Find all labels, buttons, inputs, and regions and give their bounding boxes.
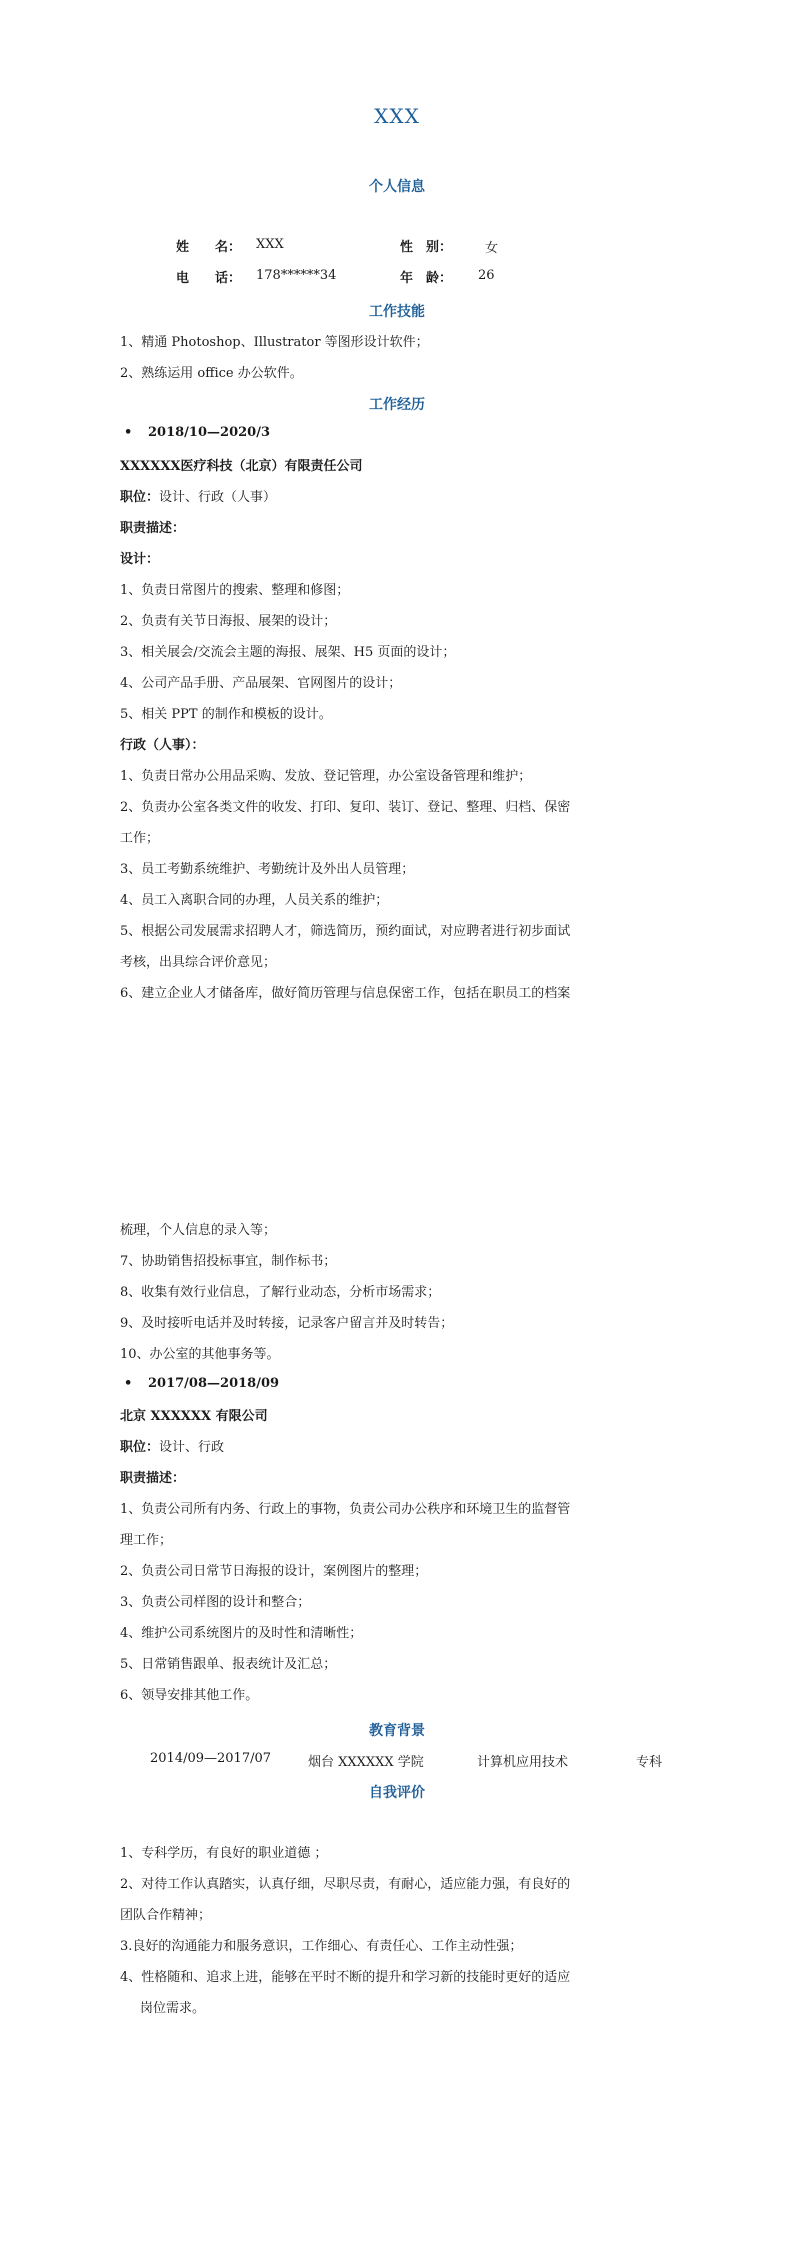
admin-item: 6、建立企业人才储备库，做好简历管理与信息保密工作，包括在职员工的档案 [120,986,571,1001]
admin-item: 3、员工考勤系统维护、考勤统计及外出人员管理； [120,862,415,877]
admin-item: 10、办公室的其他事务等。 [120,1347,280,1362]
job1-duties-label: 职责描述： [120,521,186,536]
admin-item: 7、协助销售招投标事宜，制作标书； [120,1254,337,1269]
skill-item: 1、精通 Photoshop、Illustrator 等图形设计软件； [120,335,429,350]
self-eval-item: 岗位需求。 [140,2001,206,2016]
job1-company: XXXXXX医疗科技（北京）有限责任公司 [120,459,363,474]
job2-item: 1、负责公司所有内务、行政上的事物，负责公司办公秩序和环境卫生的监督管 [120,1502,571,1517]
section-work-experience: 工作经历 [369,397,425,413]
self-eval-item: 4、性格随和、追求上进，能够在平时不断的提升和学习新的技能时更好的适应 [120,1970,571,1985]
skill-item: 2、熟练运用 office 办公软件。 [120,366,303,381]
position-value: 设计、行政 [159,1440,225,1455]
job2-item: 理工作； [120,1533,173,1548]
admin-item: 5、根据公司发展需求招聘人才，筛选简历，预约面试，对应聘者进行初步面试 [120,924,571,939]
admin-item: 1、负责日常办公用品采购、发放、登记管理，办公室设备管理和维护； [120,769,532,784]
job2-item: 3、负责公司样图的设计和整合； [120,1595,311,1610]
resume-title: XXX [374,104,420,128]
name-value: XXX [256,237,284,252]
education-degree: 专科 [636,1755,663,1770]
self-eval-item: 2、对待工作认真踏实，认真仔细，尽职尽责，有耐心，适应能力强，有良好的 [120,1877,571,1892]
bullet-icon: • [124,425,133,440]
age-value: 26 [478,268,495,283]
admin-item: 考核，出具综合评价意见； [120,955,277,970]
design-item: 1、负责日常图片的搜索、整理和修图； [120,583,350,598]
job2-item: 2、负责公司日常节日海报的设计，案例图片的整理； [120,1564,428,1579]
self-eval-item: 团队合作精神； [120,1908,212,1923]
name-label: 姓 名： [176,240,242,255]
section-self-evaluation: 自我评价 [369,1785,425,1801]
gender-value: 女 [485,241,499,256]
admin-item: 9、及时接听电话并及时转接，记录客户留言并及时转告； [120,1316,454,1331]
job2-duties-label: 职责描述： [120,1471,186,1486]
section-personal-info: 个人信息 [369,179,425,195]
job2-item: 4、维护公司系统图片的及时性和清晰性； [120,1626,363,1641]
education-school: 烟台 XXXXXX 学院 [308,1755,424,1770]
job2-company: 北京 XXXXXX 有限公司 [120,1409,268,1424]
position-label: 职位： [120,490,160,505]
job2-position [120,1438,224,1458]
gender-label: 性 别： [400,240,453,255]
admin-item: 梳理，个人信息的录入等； [120,1223,277,1238]
age-label: 年 龄： [400,271,453,286]
design-item: 5、相关 PPT 的制作和模板的设计。 [120,707,332,722]
education-major: 计算机应用技术 [477,1755,569,1770]
job2-period: 2017/08—2018/09 [148,1376,280,1391]
education-period: 2014/09—2017/07 [150,1751,272,1766]
job2-item: 6、领导安排其他工作。 [120,1688,259,1703]
admin-item: 2、负责办公室各类文件的收发、打印、复印、装订、登记、整理、归档、保密 [120,800,571,815]
job1-admin-label: 行政（人事）： [120,738,205,753]
job1-period: 2018/10—2020/3 [148,425,270,440]
admin-item: 4、员工入离职合同的办理，人员关系的维护； [120,893,389,908]
design-item: 4、公司产品手册、产品展架、官网图片的设计； [120,676,402,691]
design-item: 2、负责有关节日海报、展架的设计； [120,614,337,629]
self-eval-item: 1、专科学历，有良好的职业道德 ； [120,1846,328,1861]
job1-design-label: 设计： [120,552,160,567]
design-item: 3、相关展会/交流会主题的海报、展架、H5 页面的设计； [120,645,456,660]
position-value: 设计、行政（人事） [159,490,277,505]
job1-position [120,488,276,508]
self-eval-item: 3.良好的沟通能力和服务意识，工作细心、有责任心、工作主动性强； [120,1939,523,1954]
phone-value: 178******34 [256,268,337,283]
job2-item: 5、日常销售跟单、报表统计及汇总； [120,1657,337,1672]
admin-item: 工作； [120,831,160,846]
phone-label: 电 话： [176,271,242,286]
admin-item: 8、收集有效行业信息，了解行业动态，分析市场需求； [120,1285,441,1300]
position-label: 职位： [120,1440,160,1455]
section-education: 教育背景 [369,1723,425,1739]
section-work-skills: 工作技能 [369,304,425,320]
bullet-icon: • [124,1376,133,1391]
